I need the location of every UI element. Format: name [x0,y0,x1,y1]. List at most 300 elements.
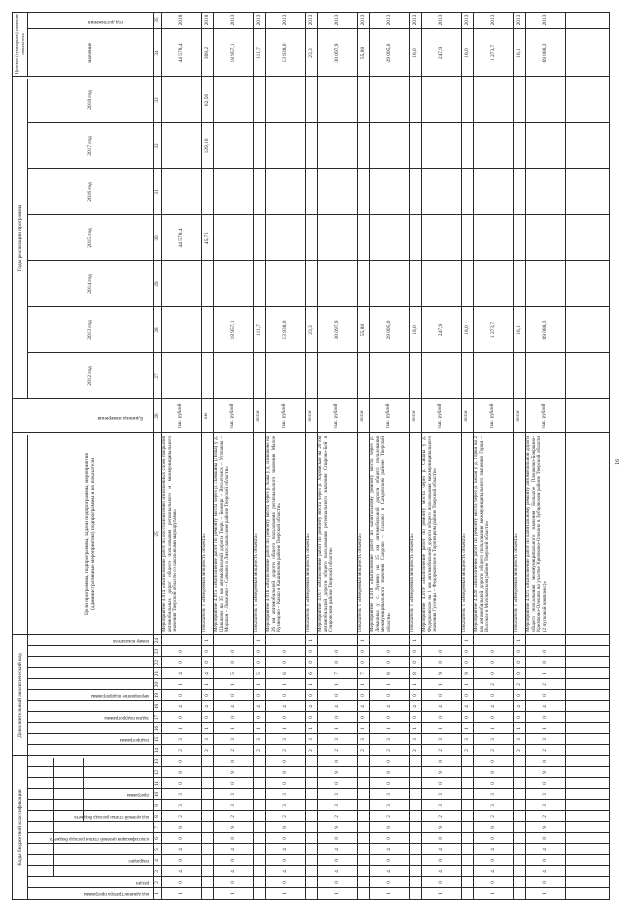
code-digit: 0 [386,782,392,785]
code-digit: 0 [490,694,496,697]
activity-text: Мероприятие 4.019 «Выполнение работ по ремонту моста через р. Сишна у д. Федорковское на 1 км автомобильной дороги общего пользования межмуниципального значения Гусенцы – Федорковское в Торопецком районе Тверской области» [421,436,439,632]
code-digit: 0 [178,881,184,884]
code-digit: 2 [412,749,418,752]
code-digit: 4 [282,870,288,873]
code-digit: 0 [386,661,392,664]
target-value: 18 957,1 [230,43,236,63]
code-digit: 0 [256,661,262,664]
code-digit: 4 [178,705,184,708]
code-digit: 9 [334,826,340,829]
code-digit: 6 [282,672,288,675]
grid-line [27,260,609,261]
code-digit: 2 [334,749,340,752]
code-digit: 3 [412,738,418,741]
code-digit: 3 [230,804,236,807]
code-digit: 3 [516,738,522,741]
code-digit: 1 [386,683,392,686]
code-digit: 0 [386,694,392,697]
target-value: 55,88 [360,46,366,60]
code-digit: 0 [282,760,288,763]
code-digit: 2 [204,749,210,752]
code-digit: 1 [256,639,262,642]
target-year: 2013 [230,14,236,26]
code-digit: 0 [282,837,288,840]
code-digit: 3 [230,738,236,741]
column-number: 2 [154,881,160,884]
budget-code-header: Коды бюджетной классификации [17,789,23,866]
code-digit: 1 [464,683,470,686]
code-digit: 4 [516,705,522,708]
years-header: Годы реализации программы [17,204,23,272]
code-digit: 0 [386,859,392,862]
column-number: 8 [154,815,160,818]
unit-cell: тыс. рублей [490,403,495,429]
column-number: 29 [154,281,160,287]
code-digit: 9 [490,771,496,774]
code-digit: 4 [178,672,184,675]
table-grid [13,13,609,899]
code-digit: 4 [230,848,236,851]
target-year: 2013 [412,14,418,26]
grid-line [27,788,609,789]
code-digit: 0 [438,650,444,653]
code-digit: 3 [178,804,184,807]
code-column-label: номер показателя [113,638,149,643]
code-digit: 4 [282,848,288,851]
code-digit: 1 [360,639,366,642]
code-digit: 4 [230,870,236,873]
code-digit: 0 [542,694,548,697]
code-digit: 0 [490,672,496,675]
code-digit: 2 [542,815,548,818]
column-number: 20 [154,681,160,688]
code-digit: 1 [256,727,262,730]
code-digit: 0 [256,694,262,697]
code-digit: 2 [282,749,288,752]
code-digit: 4 [386,848,392,851]
code-digit: 3 [438,804,444,807]
target-value: 111,7 [256,47,262,59]
code-digit: 1 [542,727,548,730]
code-digit: 4 [334,705,340,708]
code-digit: 0 [204,650,210,653]
column-number: 25 [154,531,160,537]
code-digit: 0 [360,661,366,664]
code-digit: 0 [230,694,236,697]
code-digit: 5 [230,672,236,675]
code-digit: 3 [178,738,184,741]
activity-text: Мероприятие 4.015 «Выполнение работ по ремонту моста через р. Ламшина (Лоша) у д. Шишково на 35 км автомобильной дороги Тверь – Бежецк – Весьегонск – Устюжна – Моршан – Лихачево – Сапково в Лихославльском районе Тверской области» [213,436,231,632]
code-digit: 3 [334,804,340,807]
code-digit: 0 [230,716,236,719]
code-digit: 1 [308,727,314,730]
target-year: 2013 [256,14,262,26]
target-value-header: значение [87,42,93,64]
code-digit: 9 [438,672,444,675]
code-digit: 9 [386,826,392,829]
code-digit: 0 [412,661,418,664]
code-digit: 0 [516,672,522,675]
code-digit: 2 [516,749,522,752]
code-column-label: классификация целевой статьи расхода бюджета [50,836,149,841]
year-value: 62,56 [204,93,210,107]
code-digit: 9 [542,771,548,774]
code-digit: 0 [516,716,522,719]
grid-line [27,843,609,844]
column-number: 27 [154,373,160,379]
target-year: 2013 [308,14,314,26]
indicator-text: Показатель 1 «Введенная мощность объекта» [253,533,259,632]
code-digit: 9 [542,826,548,829]
code-digit: 0 [490,661,496,664]
column-number: 24 [154,637,160,644]
code-digit: 9 [282,826,288,829]
code-digit: 2 [308,749,314,752]
unit-cell: тыс. рублей [282,403,287,429]
code-digit: 1 [490,727,496,730]
code-digit: 9 [230,826,236,829]
code-digit: 0 [542,760,548,763]
column-number: 22 [154,659,160,666]
indicator-text: Показатель 1 «Введенная мощность объекта» [357,533,363,632]
indicator-text: Показатель 1 «Введенная мощность объекта» [461,533,467,632]
target-value: 16,1 [516,48,522,58]
code-digit: 1 [516,639,522,642]
code-digit: 1 [308,683,314,686]
year-header-2014-год: 2014 год [87,274,93,294]
grid-line [565,13,566,899]
code-digit: 3 [204,738,210,741]
column-number: 31 [154,189,160,195]
code-digit: 0 [178,837,184,840]
code-digit: 9 [490,826,496,829]
code-digit: 1 [412,639,418,642]
code-digit: 3 [542,793,548,796]
code-digit: 4 [360,705,366,708]
code-digit: 0 [204,694,210,697]
code-digit: 0 [230,650,236,653]
column-number: 13 [154,758,160,765]
unit-cell: пог.м [412,410,417,422]
year-value: 44 578,4 [178,228,184,248]
code-digit: 9 [230,771,236,774]
target-value: 13 938,0 [282,43,288,63]
grid-line [27,887,609,888]
code-digit: 0 [542,716,548,719]
code-column-label: раздел [135,880,149,885]
grid-line [27,865,609,866]
code-digit: 0 [230,859,236,862]
code-digit: 1 [438,683,444,686]
code-digit: 3 [282,804,288,807]
code-digit: 0 [490,881,496,884]
code-digit: 0 [178,760,184,763]
indicator-text: Показатель 1 «Введенная мощность объекта» [513,533,519,632]
code-digit: 4 [490,870,496,873]
code-digit: 0 [230,760,236,763]
code-column-label: задача подпрограммы [104,715,149,720]
code-digit: 2 [386,815,392,818]
target-year: 2013 [386,14,392,26]
code-digit: 1 [490,892,496,895]
code-digit: 4 [542,848,548,851]
code-digit: 0 [438,859,444,862]
code-digit: 2 [490,683,496,686]
indicator-text: Показатель 1 «Введенная мощность объекта» [201,533,207,632]
code-digit: 6 [308,672,314,675]
code-digit: 0 [464,661,470,664]
code-digit: 0 [308,661,314,664]
unit-cell: тыс. рублей [178,403,183,429]
program-table [12,12,610,900]
column-number: 11 [154,781,160,786]
code-digit: 9 [178,771,184,774]
code-digit: 2 [542,749,548,752]
year-value: 16,1 [516,325,522,335]
year-value: 69 088,3 [542,320,548,340]
code-digit: 4 [490,848,496,851]
code-digit: 1 [412,683,418,686]
code-digit: 0 [282,650,288,653]
target-year: 2018 [204,14,210,26]
year-value: 29 095,0 [386,320,392,340]
code-digit: 0 [282,716,288,719]
code-digit: 2 [438,815,444,818]
code-digit: 0 [334,859,340,862]
column-number: 15 [154,736,160,743]
code-digit: 3 [308,738,314,741]
column-number: 17 [154,714,160,721]
target-year: 2013 [438,14,444,26]
code-digit: 0 [334,837,340,840]
unit-cell: тыс. рублей [542,403,547,429]
column-number: 7 [154,826,160,829]
code-digit: 0 [542,881,548,884]
code-digit: 1 [178,892,184,895]
code-digit: 4 [412,705,418,708]
code-digit: 1 [308,639,314,642]
grid-line [27,766,609,767]
target-header: Целевое (суммарное) значение показателя [14,13,25,75]
year-value: 18,0 [412,325,418,335]
code-digit: 0 [308,716,314,719]
code-digit: 3 [386,793,392,796]
target-value: 18,0 [464,48,470,58]
code-digit: 0 [516,661,522,664]
target-year: 2013 [464,14,470,26]
code-digit: 4 [178,870,184,873]
code-digit: 0 [360,716,366,719]
grid-line [27,876,609,877]
target-value: 23,3 [308,48,314,58]
code-digit: 1 [438,892,444,895]
code-digit: 1 [542,672,548,675]
unit-cell: пог.м [464,410,469,422]
code-digit: 0 [542,837,548,840]
year-value: 23,3 [308,325,314,335]
code-digit: 3 [490,793,496,796]
code-digit: 0 [334,782,340,785]
code-digit: 2 [542,683,548,686]
code-digit: 4 [282,705,288,708]
year-value: 18 957,1 [230,320,236,340]
code-digit: 3 [386,804,392,807]
year-value: 247,9 [438,323,444,337]
code-digit: 3 [542,738,548,741]
column-number: 9 [154,804,160,807]
goals-header: Цели программы, подпрограммы, задачи подпрограммы, мероприятия (административные мероприятия) подпрограммы и их показатели [84,453,96,615]
code-column-label: программа [126,792,149,797]
year-header-2018-год: 2018 год [87,90,93,110]
column-number: 32 [154,143,160,149]
grid-line [27,854,609,855]
code-digit: 3 [438,738,444,741]
code-digit: 0 [386,650,392,653]
code-digit: 0 [334,760,340,763]
code-digit: 9 [386,771,392,774]
code-digit: 2 [490,749,496,752]
code-digit: 0 [178,661,184,664]
code-digit: 2 [178,749,184,752]
code-digit: 3 [490,804,496,807]
indicator-text: Показатель 1 «Введенная мощность объекта» [409,533,415,632]
target-year: 2013 [542,14,548,26]
code-digit: 0 [464,716,470,719]
target-value: 18,0 [412,48,418,58]
year-header-2013-год: 2013 год [87,320,93,340]
code-digit: 7 [334,672,340,675]
code-digit: 0 [438,782,444,785]
code-digit: 1 [334,727,340,730]
year-value: 111,7 [256,324,262,336]
unit-cell: пог.м [360,410,365,422]
code-digit: 5 [256,672,262,675]
indicator-text: Показатель 1 «Введенная мощность объекта» [305,533,311,632]
column-number: 21 [154,670,160,677]
code-digit: 0 [230,881,236,884]
code-digit: 4 [490,705,496,708]
year-value: 55,88 [360,323,366,337]
year-value: 30 097,9 [334,320,340,340]
code-digit: 0 [178,650,184,653]
code-digit: 0 [282,859,288,862]
code-digit: 9 [438,771,444,774]
column-number: 23 [154,648,160,655]
column-number: 19 [154,692,160,699]
code-digit: 0 [464,694,470,697]
year-value: 13 938,0 [282,320,288,340]
code-digit: 7 [360,672,366,675]
code-digit: 0 [438,760,444,763]
code-digit: 4 [438,705,444,708]
target-year: 2013 [360,14,366,26]
code-digit: 1 [282,892,288,895]
code-digit: 4 [204,705,210,708]
code-digit: 3 [282,793,288,796]
code-digit: 3 [334,738,340,741]
code-digit: 0 [490,650,496,653]
column-number: 14 [154,747,160,754]
code-digit: 0 [386,760,392,763]
unit-cell: пог.м [256,410,261,422]
page-number: 16 [615,459,621,465]
column-number: 33 [154,97,160,103]
code-digit: 0 [542,782,548,785]
code-digit: 1 [178,683,184,686]
code-digit: 0 [230,837,236,840]
code-digit: 0 [490,782,496,785]
code-digit: 0 [542,661,548,664]
code-digit: 0 [438,881,444,884]
code-digit: 1 [516,727,522,730]
column-number: 10 [154,791,160,798]
code-digit: 1 [334,683,340,686]
code-digit: 1 [542,892,548,895]
target-value: 30 097,9 [334,43,340,63]
code-digit: 4 [334,870,340,873]
grid-line [27,810,609,811]
year-value: 18,0 [464,325,470,335]
column-number: 5 [154,848,160,851]
code-digit: 0 [230,782,236,785]
code-digit: 2 [386,749,392,752]
code-digit: 8 [386,672,392,675]
code-digit: 1 [360,683,366,686]
code-digit: 2 [490,815,496,818]
code-digit: 0 [386,716,392,719]
code-digit: 0 [282,694,288,697]
code-digit: 4 [178,848,184,851]
code-digit: 1 [204,683,210,686]
year-header-2017-год: 2017 год [87,136,93,156]
code-column-label: код администратора программы [83,891,149,896]
code-digit: 0 [256,716,262,719]
code-digit: 3 [282,738,288,741]
target-year-header: год достижения [88,19,123,25]
code-digit: 1 [360,727,366,730]
year-header-2012-год: 2012 год [87,366,93,386]
code-digit: 0 [178,716,184,719]
grid-line [27,821,609,822]
code-digit: 4 [438,848,444,851]
code-digit: 4 [334,848,340,851]
code-digit: 0 [438,837,444,840]
target-value: 69 088,3 [542,43,548,63]
code-digit: 0 [464,650,470,653]
code-digit: 0 [412,716,418,719]
code-digit: 4 [386,870,392,873]
code-digit: 1 [334,892,340,895]
code-digit: 0 [334,661,340,664]
code-digit: 3 [256,738,262,741]
unit-cell: тыс. рублей [334,403,339,429]
code-digit: 0 [438,694,444,697]
code-digit: 0 [282,782,288,785]
column-number: 18 [154,703,160,710]
year-value: 129,10 [204,138,210,154]
code-digit: 2 [516,683,522,686]
code-digit: 0 [308,694,314,697]
column-number: 35 [154,17,160,23]
activity-text: Мероприятие 4.018 «Выполнение работ по капитальному ремонту моста через р. Левашиха у с. Лунино на 15 км автомобильной дороги общего пользования межмуниципального значения Сандово – Еськово в Сандовском районе Тверской области» [369,436,392,632]
grid-line [53,758,54,877]
code-digit: 2 [230,815,236,818]
code-digit: 0 [334,650,340,653]
code-digit: 1 [178,727,184,730]
year-value: 45,71 [204,231,210,245]
code-digit: 0 [490,837,496,840]
code-digit: 2 [334,815,340,818]
